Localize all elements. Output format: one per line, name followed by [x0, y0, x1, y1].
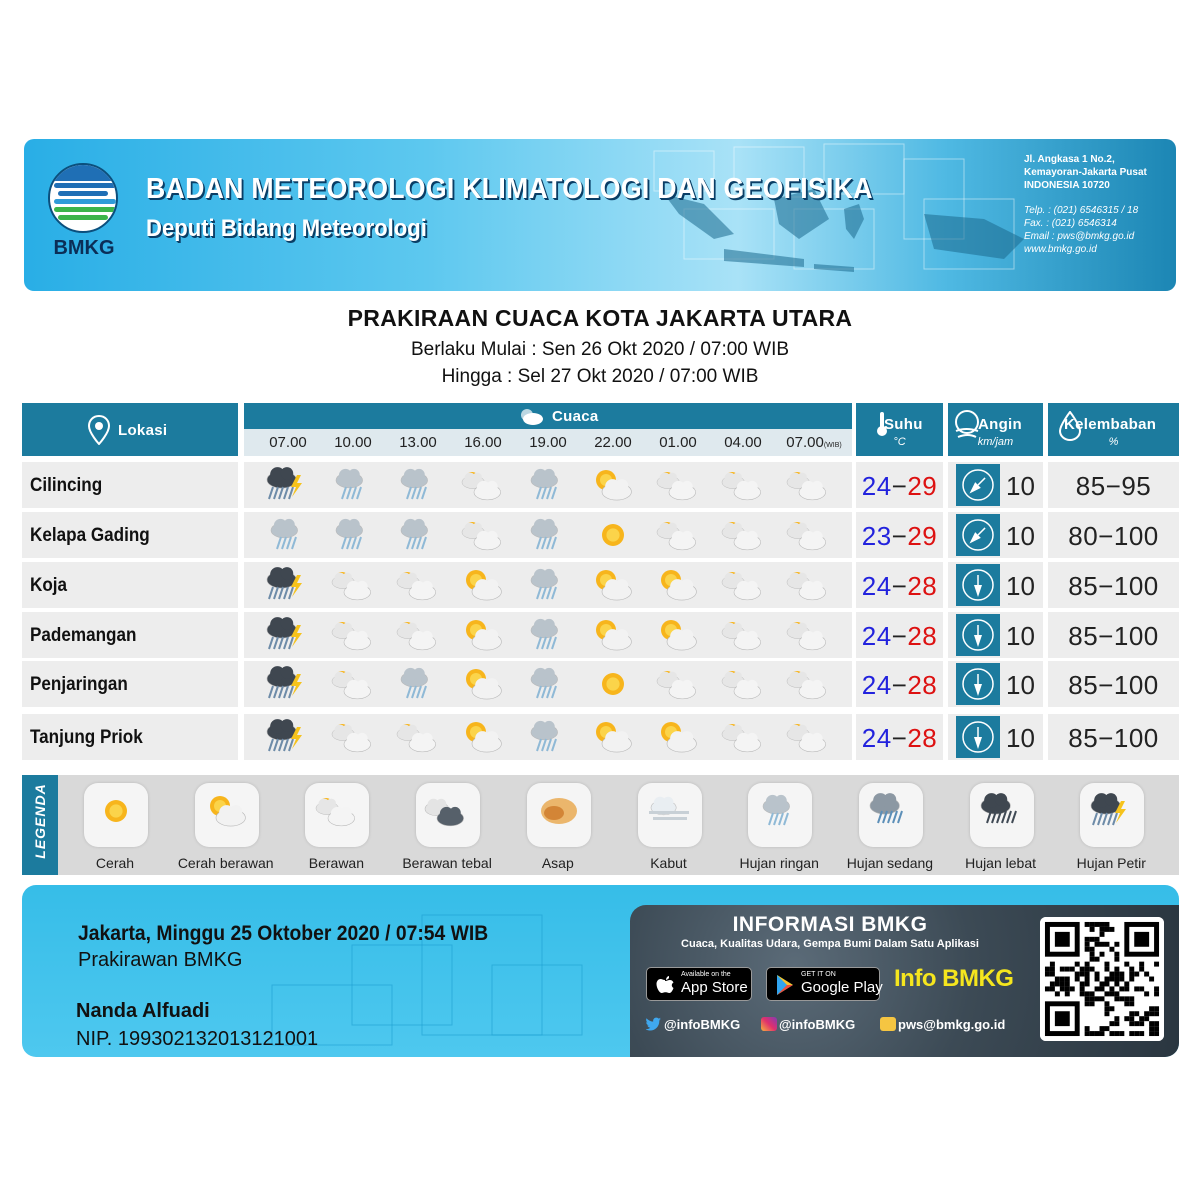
weather-cell — [244, 512, 852, 558]
berawan-icon — [651, 515, 705, 555]
berawan-icon — [456, 515, 510, 555]
legend-item — [503, 783, 613, 873]
temp-max: 28 — [907, 670, 938, 700]
humidity-value: 85−95 — [1075, 471, 1152, 501]
hujan-ringan-icon — [391, 465, 445, 505]
google-play-icon — [775, 974, 795, 996]
cerah-berawan-icon — [586, 717, 640, 757]
berawan-icon — [716, 565, 770, 605]
cerah-icon — [586, 664, 640, 704]
hujan-ringan-icon — [391, 515, 445, 555]
wind-cell — [948, 462, 1043, 508]
wind-cell — [948, 714, 1043, 760]
valid-until: Hingga : Sel 27 Okt 2020 / 07:00 WIB — [441, 366, 759, 387]
hujan-ringan-icon — [521, 717, 575, 757]
legend-item — [392, 783, 502, 873]
temperature-cell: 23−29 — [856, 512, 943, 558]
berawan-icon — [781, 565, 835, 605]
cerah-berawan-icon — [456, 615, 510, 655]
legend-item — [835, 783, 945, 873]
temp-max: 29 — [907, 471, 938, 501]
berawan-icon — [391, 615, 445, 655]
berawan-icon — [326, 615, 380, 655]
legend-caption: Cerah — [95, 855, 135, 871]
hujan-ringan-icon — [326, 515, 380, 555]
hujan-petir-icon — [261, 615, 315, 655]
temp-max: 28 — [907, 723, 938, 753]
hour-suffix: (WIB) — [823, 442, 842, 449]
legend-caption: Hujan ringan — [739, 855, 819, 871]
hujan-petir-icon — [261, 565, 315, 605]
hujan-ringan-icon — [521, 465, 575, 505]
temp-min: 24 — [861, 621, 892, 651]
weather-cell — [244, 562, 852, 608]
temp-max: 28 — [907, 571, 938, 601]
hujan-petir-icon — [261, 465, 315, 505]
footer-panel — [22, 885, 1179, 1057]
cerah-berawan-icon — [195, 783, 259, 847]
humidity-value: 85−100 — [1068, 571, 1159, 601]
berawan-icon — [326, 565, 380, 605]
wind-direction-icon — [956, 564, 1000, 606]
wind-speed: 10 — [1006, 723, 1035, 753]
kabut-icon — [638, 783, 702, 847]
legend-caption: Cerah berawan — [177, 855, 274, 871]
forecast-title: PRAKIRAAN CUACA KOTA JAKARTA UTARA — [347, 305, 853, 331]
hujan-sedang-icon — [859, 783, 923, 847]
cerah-berawan-icon — [651, 717, 705, 757]
legend-item — [281, 783, 391, 873]
forecaster-role: Prakirawan BMKG — [78, 949, 243, 971]
cerah-berawan-icon — [456, 664, 510, 704]
hujan-ringan-icon — [391, 664, 445, 704]
column-header-suhu: Suhu °C — [856, 403, 943, 456]
header-banner — [24, 139, 1176, 291]
humidity-cell — [1048, 612, 1179, 658]
issued-datetime: Jakarta, Minggu 25 Oktober 2020 / 07:54 WIB — [78, 922, 489, 945]
legend-label: LEGENDA — [22, 775, 58, 875]
contact-info: Jl. Angkasa 1 No.2, Kemayoran-Jakarta Pusat INDONESIA 10720 Telp. : (021) 6546315 / 18 Fax. : (021) 6546314 Email : pws@bmkg.go.id www.bmkg.go.id — [1024, 154, 1147, 255]
berawan-icon — [716, 465, 770, 505]
hour-label: 10.00 — [334, 434, 372, 451]
legend-item — [1056, 783, 1166, 873]
indonesia-map-graphic — [624, 139, 1044, 291]
location-cell — [22, 612, 238, 658]
temperature-cell: 24−28 — [856, 714, 943, 760]
temp-min: 24 — [861, 723, 892, 753]
temp-min: 24 — [861, 471, 892, 501]
wind-speed: 10 — [1006, 621, 1035, 651]
hour-label: 16.00 — [464, 434, 502, 451]
legend-caption: Berawan tebal — [402, 855, 492, 871]
berawan-icon — [305, 783, 369, 847]
hujan-ringan-icon — [521, 615, 575, 655]
temperature-cell: 24−28 — [856, 612, 943, 658]
wind-direction-icon — [956, 614, 1000, 656]
email-contact[interactable]: pws@bmkg.go.id — [880, 1017, 1005, 1032]
cerah-berawan-icon — [456, 565, 510, 605]
legend-caption: Hujan lebat — [965, 855, 1036, 871]
weather-cell — [244, 612, 852, 658]
berawan-icon — [781, 615, 835, 655]
org-title: BADAN METEOROLOGI KLIMATOLOGI DAN GEOFISIKA — [146, 173, 873, 205]
column-header-angin: Angin km/jam — [948, 403, 1043, 456]
hujan-ringan-icon — [521, 515, 575, 555]
legend-caption: Hujan Petir — [1076, 855, 1146, 871]
cerah-icon — [586, 515, 640, 555]
berawan-icon — [716, 515, 770, 555]
berawan-icon — [456, 465, 510, 505]
location-name: Tanjung Priok — [30, 727, 143, 748]
apple-icon — [655, 974, 675, 996]
instagram-handle[interactable]: @infoBMKG — [761, 1017, 855, 1032]
wind-speed: 10 — [1006, 670, 1035, 700]
legend-caption: Kabut — [650, 855, 687, 871]
legend-item — [946, 783, 1056, 873]
column-header-cuaca: Cuaca 07.00 10.00 13.00 16.00 19.00 22.00 01.00 04.00 07.00(WIB) — [244, 403, 852, 456]
temp-min: 24 — [861, 571, 892, 601]
berawan-icon — [651, 465, 705, 505]
location-name: Koja — [30, 575, 68, 596]
location-name: Cilincing — [30, 475, 103, 496]
hujan-petir-icon — [261, 717, 315, 757]
legend-item — [724, 783, 834, 873]
hujan-ringan-icon — [521, 565, 575, 605]
legend-item — [60, 783, 170, 873]
legend-item — [171, 783, 281, 873]
humidity-cell — [1048, 462, 1179, 508]
hour-label: 07.00(WIB) — [786, 434, 842, 451]
cerah-berawan-icon — [586, 465, 640, 505]
hujan-ringan-icon — [261, 515, 315, 555]
hujan-ringan-icon — [326, 465, 380, 505]
temp-max: 28 — [907, 621, 938, 651]
weather-cell — [244, 661, 852, 707]
wind-cell — [948, 562, 1043, 608]
dept-subtitle: Deputi Bidang Meteorologi — [146, 215, 427, 242]
cerah-berawan-icon — [456, 717, 510, 757]
forecaster-name: Nanda Alfuadi — [76, 1000, 210, 1022]
weather-cell — [244, 714, 852, 760]
cerah-berawan-icon — [651, 565, 705, 605]
legend-caption: Asap — [541, 855, 574, 871]
valid-from: Berlaku Mulai : Sen 26 Okt 2020 / 07:00 WIB — [410, 339, 790, 360]
location-cell — [22, 512, 238, 558]
berawan-icon — [326, 717, 380, 757]
berawan-icon — [716, 615, 770, 655]
humidity-value: 85−100 — [1068, 723, 1159, 753]
wind-direction-icon — [956, 663, 1000, 705]
humidity-value: 85−100 — [1068, 621, 1159, 651]
legend-panel — [22, 775, 1179, 875]
hujan-lebat-icon — [970, 783, 1034, 847]
location-pin-icon — [88, 415, 110, 445]
info-title: INFORMASI BMKG — [732, 913, 928, 936]
location-name: Penjaringan — [30, 674, 128, 695]
cerah-berawan-icon — [651, 615, 705, 655]
wind-direction-icon — [956, 464, 1000, 506]
wind-speed: 10 — [1006, 471, 1035, 501]
humidity-cell — [1048, 562, 1179, 608]
twitter-icon — [646, 1017, 662, 1031]
location-name: Pademangan — [30, 625, 137, 646]
berawan-icon — [391, 565, 445, 605]
location-cell — [22, 661, 238, 707]
temperature-cell: 24−28 — [856, 661, 943, 707]
bmkg-logo: BMKG — [46, 163, 122, 263]
cloud-sun-icon — [518, 406, 544, 426]
hours-row — [244, 432, 852, 454]
berawan-icon — [391, 717, 445, 757]
hour-label: 01.00 — [659, 434, 697, 451]
hour-label: 22.00 — [594, 434, 632, 451]
location-name: Kelapa Gading — [30, 525, 150, 546]
hujan-ringan-icon — [748, 783, 812, 847]
hour-label: 04.00 — [724, 434, 762, 451]
qr-code[interactable] — [1040, 917, 1164, 1041]
berawan-icon — [716, 664, 770, 704]
location-cell — [22, 562, 238, 608]
wind-cell — [948, 661, 1043, 707]
wind-speed: 10 — [1006, 521, 1035, 551]
berawan-icon — [781, 664, 835, 704]
twitter-handle[interactable]: @infoBMKG — [646, 1017, 740, 1032]
legend-item — [614, 783, 724, 873]
location-cell — [22, 462, 238, 508]
humidity-value: 85−100 — [1068, 670, 1159, 700]
hujan-petir-icon — [1080, 783, 1144, 847]
asap-icon — [527, 783, 591, 847]
humidity-value: 80−100 — [1068, 521, 1159, 551]
cerah-berawan-icon — [586, 565, 640, 605]
humidity-cell — [1048, 661, 1179, 707]
hour-label: 19.00 — [529, 434, 567, 451]
temperature-cell: 24−28 — [856, 562, 943, 608]
temp-min: 24 — [861, 670, 892, 700]
humidity-cell — [1048, 714, 1179, 760]
mail-icon — [880, 1017, 896, 1031]
berawan-icon — [781, 465, 835, 505]
berawan-icon — [651, 664, 705, 704]
info-bmkg-app-name: Info BMKG — [894, 965, 1014, 992]
forecaster-nip: NIP. 199302132013121001 — [76, 1028, 319, 1050]
berawan-icon — [716, 717, 770, 757]
wind-direction-icon — [956, 514, 1000, 556]
wind-cell — [948, 512, 1043, 558]
berawan-tebal-icon — [416, 783, 480, 847]
cerah-icon — [84, 783, 148, 847]
berawan-icon — [781, 717, 835, 757]
wind-speed: 10 — [1006, 571, 1035, 601]
app-store-badge[interactable]: Available on the App Store — [646, 967, 752, 1001]
berawan-icon — [781, 515, 835, 555]
instagram-icon — [761, 1017, 777, 1031]
legend-caption: Berawan — [308, 855, 365, 871]
hour-label: 13.00 — [399, 434, 437, 451]
info-bmkg-panel — [630, 905, 1179, 1057]
location-cell — [22, 714, 238, 760]
weather-cell — [244, 462, 852, 508]
humidity-cell — [1048, 512, 1179, 558]
column-header-kelembaban: Kelembaban % — [1048, 403, 1179, 456]
info-subtitle: Cuaca, Kualitas Udara, Gempa Bumi Dalam Satu Aplikasi — [681, 938, 979, 950]
legend-caption: Hujan sedang — [846, 855, 934, 871]
temp-min: 23 — [861, 521, 892, 551]
google-play-badge[interactable]: GET IT ON Google Play — [766, 967, 880, 1001]
temp-max: 29 — [907, 521, 938, 551]
hujan-petir-icon — [261, 664, 315, 704]
cerah-berawan-icon — [586, 615, 640, 655]
hour-label: 07.00 — [269, 434, 307, 451]
wind-direction-icon — [956, 716, 1000, 758]
column-header-lokasi: Lokasi — [22, 403, 238, 456]
wind-cell — [948, 612, 1043, 658]
hujan-ringan-icon — [521, 664, 575, 704]
temperature-cell: 24−29 — [856, 462, 943, 508]
berawan-icon — [326, 664, 380, 704]
